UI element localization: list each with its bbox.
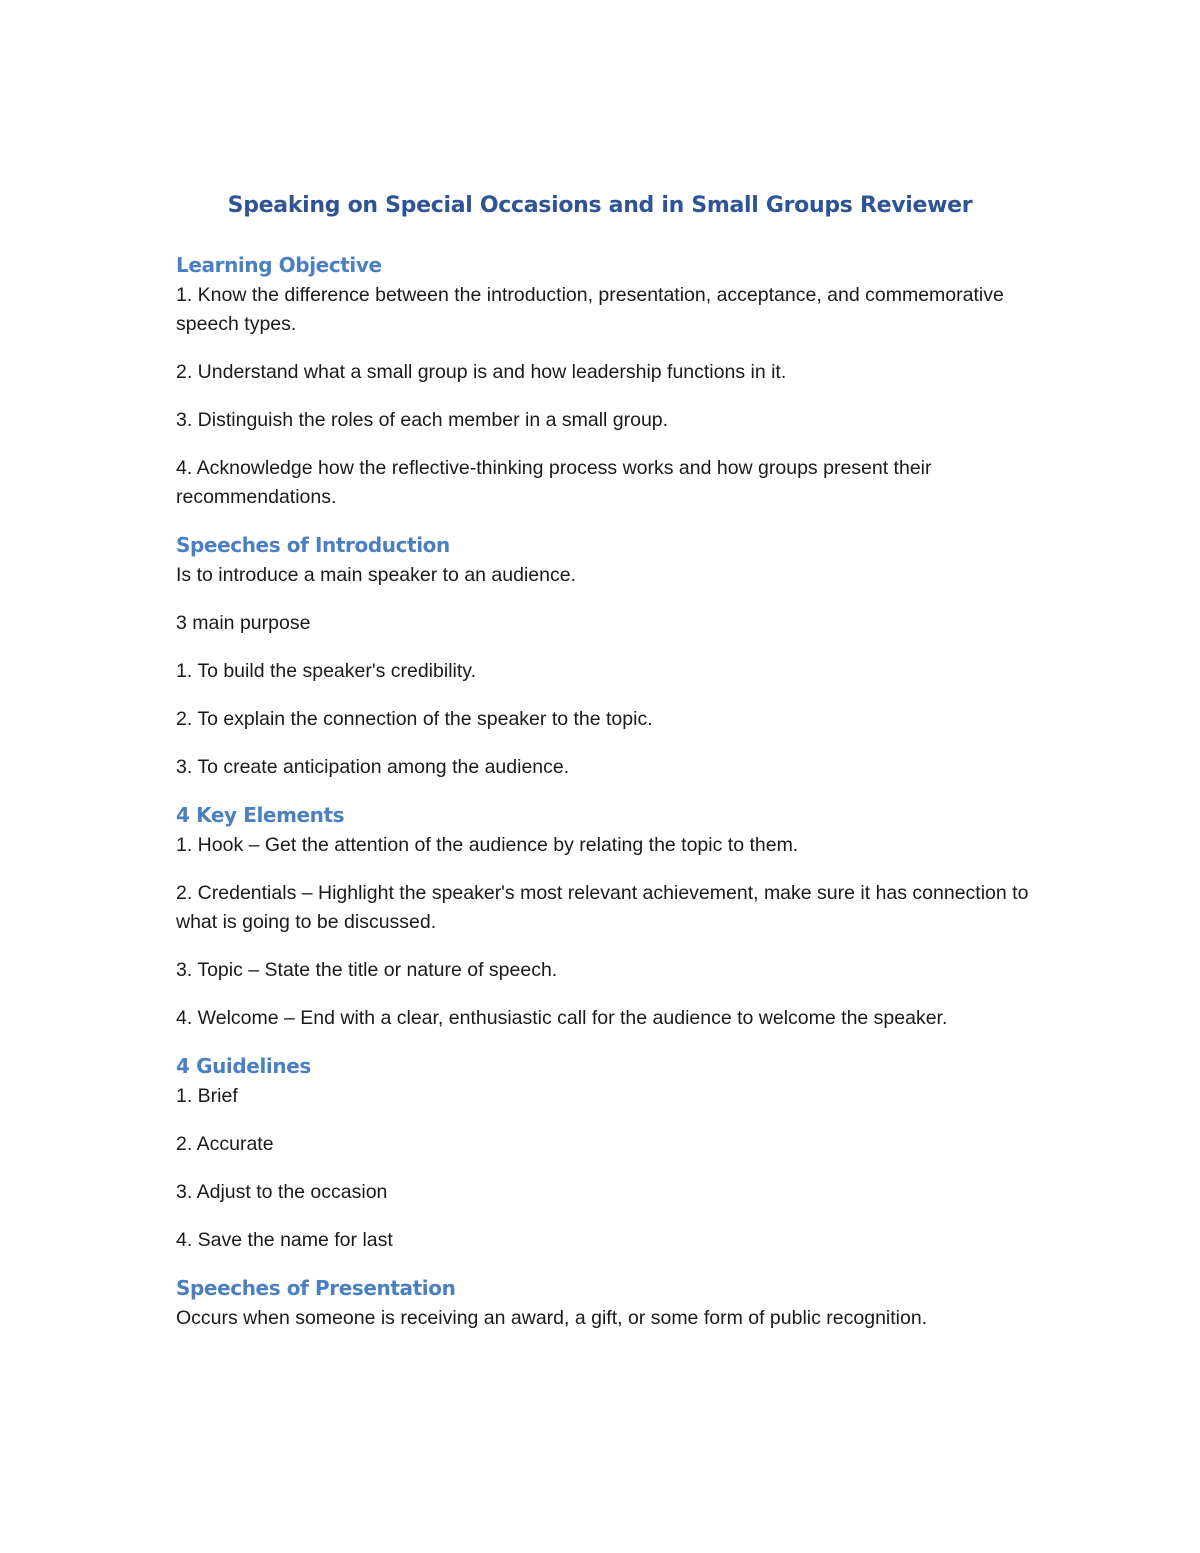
document-content (176, 190, 1036, 1352)
paragraph: Occurs when someone is receiving an award, a gift, or some form of public recognition. (176, 1307, 928, 1329)
paragraph: 1. To build the speaker's credibility. (176, 660, 476, 682)
paragraph: 3. Topic – State the title or nature of speech. (176, 959, 558, 981)
paragraph: 4. Acknowledge how the reflective-thinking process works and how groups present their recommendations. (176, 457, 932, 508)
paragraph: 3. Distinguish the roles of each member in a small group. (176, 409, 669, 431)
paragraph: 1. Hook – Get the attention of the audience by relating the topic to them. (176, 834, 799, 856)
paragraph: Is to introduce a main speaker to an audience. (176, 564, 576, 586)
document-title: Speaking on Special Occasions and in Small Groups Reviewer (227, 193, 973, 218)
paragraph: 1. Know the difference between the introduction, presentation, acceptance, and commemorative speech types. (176, 284, 1004, 335)
section-heading: Speeches of Presentation (176, 1276, 456, 1300)
paragraph: 2. Understand what a small group is and how leadership functions in it. (176, 361, 787, 383)
paragraph: 3 main purpose (176, 612, 311, 634)
section-learning-objective (176, 251, 1036, 512)
paragraph: 3. Adjust to the occasion (176, 1181, 388, 1203)
section-heading: Speeches of Introduction (176, 533, 450, 557)
section-key-elements (176, 801, 1036, 1033)
paragraph: 4. Welcome – End with a clear, enthusiastic call for the audience to welcome the speaker. (176, 1007, 948, 1029)
paragraph: 3. To create anticipation among the audience. (176, 756, 570, 778)
section-guidelines (176, 1052, 1036, 1255)
section-speeches-of-introduction (176, 531, 1036, 782)
section-speeches-of-presentation (176, 1274, 1036, 1333)
paragraph: 2. Accurate (176, 1133, 274, 1155)
paragraph: 4. Save the name for last (176, 1229, 393, 1251)
section-heading: Learning Objective (176, 253, 382, 277)
section-heading: 4 Key Elements (176, 803, 345, 827)
section-heading: 4 Guidelines (176, 1054, 311, 1078)
paragraph: 1. Brief (176, 1085, 238, 1107)
paragraph: 2. To explain the connection of the speaker to the topic. (176, 708, 653, 730)
paragraph: 2. Credentials – Highlight the speaker's most relevant achievement, make sure it has connection to what is going to be discussed. (176, 882, 1029, 933)
